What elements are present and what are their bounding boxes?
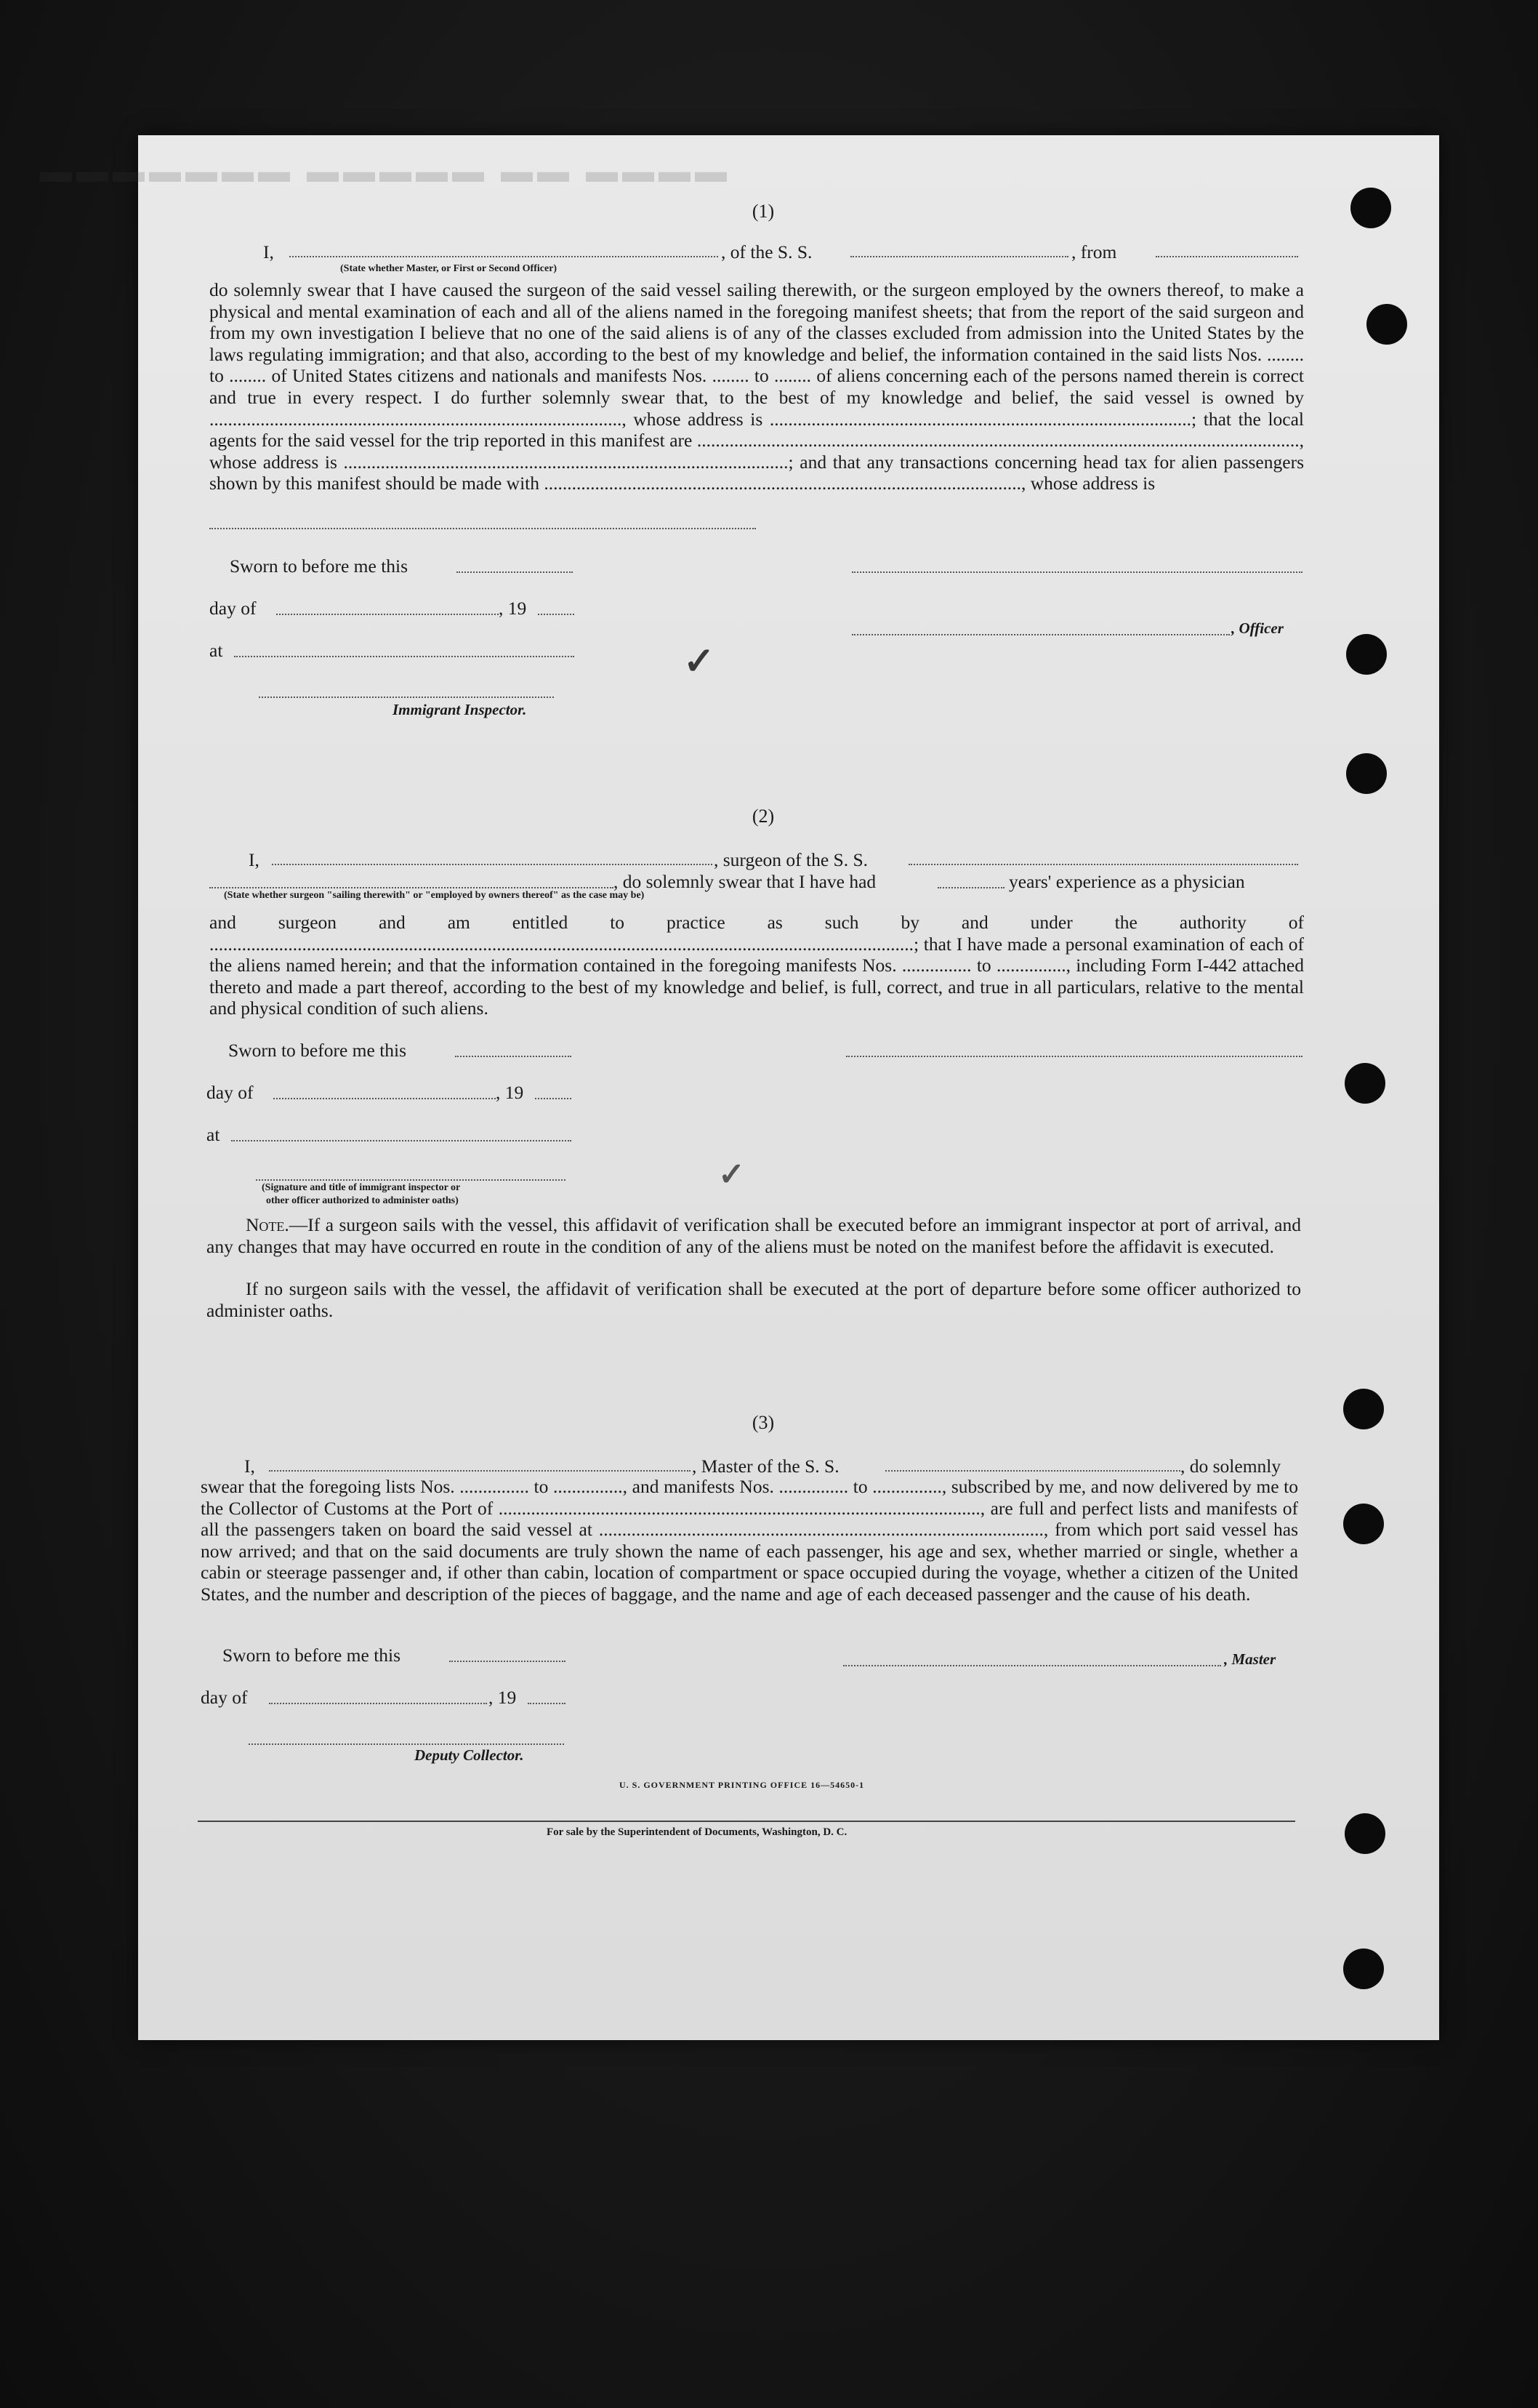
year-label: , 19 bbox=[496, 1082, 524, 1103]
signature-caption-line-1: (Signature and title of immigrant inspector or bbox=[262, 1182, 461, 1193]
surgeon-status-field bbox=[209, 887, 613, 888]
binder-hole bbox=[1346, 634, 1387, 675]
section1-from-label: , from bbox=[1071, 241, 1117, 262]
master-name-field bbox=[269, 1470, 691, 1472]
binder-hole bbox=[1350, 188, 1391, 228]
year-label: , 19 bbox=[488, 1687, 517, 1708]
footer-sale-notice: For sale by the Superintendent of Documents, Washington, D. C. bbox=[547, 1826, 847, 1838]
section2-line1-i: I, bbox=[249, 849, 259, 870]
printer-imprint: U. S. GOVERNMENT PRINTING OFFICE 16—54650-1 bbox=[619, 1780, 865, 1790]
sworn-label: Sworn to before me this bbox=[230, 555, 408, 577]
surgeon-signature-field bbox=[846, 1056, 1303, 1057]
at-label: at bbox=[206, 1124, 220, 1145]
check-mark-icon: ✓ bbox=[718, 1157, 745, 1192]
section-number: (2) bbox=[752, 806, 775, 827]
sworn-day-field bbox=[449, 1661, 565, 1662]
month-field bbox=[269, 1703, 487, 1704]
inspector-label: Immigrant Inspector. bbox=[392, 701, 527, 718]
at-label: at bbox=[209, 640, 223, 661]
month-field bbox=[273, 1098, 496, 1099]
surgeon-vessel-label: , surgeon of the S. S. bbox=[714, 849, 869, 870]
surgeon-note bbox=[206, 1214, 1301, 1257]
at-place-field bbox=[231, 1140, 571, 1141]
master-vessel-label: , Master of the S. S. bbox=[692, 1456, 840, 1477]
vessel-field bbox=[850, 256, 1068, 257]
inspector-signature-field bbox=[256, 1179, 565, 1181]
address-continuation-field bbox=[209, 528, 756, 529]
swear-label: , do solemnly swear that I have had bbox=[613, 871, 877, 892]
binder-hole bbox=[1343, 1389, 1384, 1429]
years-label: years' experience as a physician bbox=[1009, 871, 1245, 892]
officer-label: , Officer bbox=[1231, 619, 1284, 637]
section-number: (3) bbox=[752, 1412, 775, 1433]
years-field bbox=[938, 887, 1004, 888]
note-text: —If a surgeon sails with the vessel, this affidavit of verification shall be executed before an immigrant inspector at port of arrival, and any changes that may have occurred en route in the condition of any of the aliens must be noted on the manifest before the affidavit is executed. bbox=[206, 1214, 1301, 1257]
solemnly-label: , do solemnly bbox=[1180, 1456, 1281, 1477]
no-surgeon-note: If no surgeon sails with the vessel, the affidavit of verification shall be executed at the port of departure before some officer authorized to administer oaths. bbox=[206, 1278, 1301, 1321]
section1-oath-text: do solemnly swear that I have caused the surgeon of the said vessel sailing therewith, or the surgeon employed by the owners thereof, to make a physical and mental examination of each and all of the aliens named in the foregoing manifest sheets; that from the report of the said surgeon and from my own investigation I believe that no one of the said aliens is of any of the classes excluded from admission into the United States by the laws regulating immigration; and that also, according to the best of my knowledge and belief, the information contained in the said lists Nos. ........ to ........ of United States citizens and nationals and manifests Nos. ........ to ........ of aliens concerning each of the persons named therein is correct and true in every respect. I do further solemnly swear that, to the best of my knowledge and belief, the said vessel is owned by ........................................................................................., whose address is ...........................................................................................; that the local agents for the said vessel for the trip reported in this manifest are .................................................................................................................................., whose address is ................................................................................................; and that any transactions concerning head tax for alien passengers shown by this manifest should be made with ......................................................................................................., whose address is bbox=[209, 279, 1304, 494]
footer-rule bbox=[198, 1821, 1295, 1822]
master-label: , Master bbox=[1224, 1650, 1276, 1668]
binder-hole bbox=[1343, 1504, 1384, 1544]
show-through-text: ▬▬▬▬ ▬▬ ▬▬▬▬▬ ▬▬▬▬▬▬▬ bbox=[36, 153, 727, 189]
binder-hole bbox=[1345, 1063, 1385, 1104]
binder-hole bbox=[1345, 1813, 1385, 1854]
officer-signature-field bbox=[852, 571, 1303, 573]
section2-oath-text: and surgeon and am entitled to practice as such by and under the authority of ........................................................................................................................................................; that I have made a personal examination of each of the aliens named herein; and that the information contained in the foregoing manifests Nos. ............... to ..............., including Form I-442 attached thereto and made a part thereof, according to the best of my knowledge and belief, is full, correct, and true in all particulars, relative to the mental and physical condition of such aliens. bbox=[209, 912, 1304, 1019]
sworn-label: Sworn to before me this bbox=[228, 1040, 407, 1061]
day-of-label: day of bbox=[201, 1687, 248, 1708]
master-signature-field bbox=[843, 1665, 1221, 1666]
day-of-label: day of bbox=[209, 598, 257, 619]
section1-line1-i: I, bbox=[263, 241, 274, 262]
master-vessel-field bbox=[885, 1470, 1180, 1472]
sworn-label: Sworn to before me this bbox=[222, 1645, 401, 1666]
sworn-day-field bbox=[455, 1056, 571, 1057]
surgeon-name-field bbox=[272, 864, 712, 865]
section-number: (1) bbox=[752, 201, 775, 222]
month-field bbox=[276, 614, 499, 615]
sworn-day-field bbox=[456, 571, 573, 573]
at-place-field bbox=[234, 656, 574, 657]
note-heading: Note. bbox=[246, 1214, 289, 1235]
year-label: , 19 bbox=[499, 598, 527, 619]
from-field bbox=[1156, 256, 1298, 257]
surgeon-vessel-field bbox=[909, 864, 1298, 865]
day-of-label: day of bbox=[206, 1082, 254, 1103]
name-field bbox=[289, 256, 718, 257]
year-field bbox=[538, 614, 574, 615]
inspector-signature-field bbox=[259, 697, 554, 698]
binder-hole bbox=[1366, 304, 1407, 345]
collector-label: Deputy Collector. bbox=[414, 1746, 524, 1764]
signature-caption-line-2: other officer authorized to administer oaths) bbox=[266, 1195, 459, 1206]
binder-hole bbox=[1346, 753, 1387, 794]
year-field bbox=[528, 1703, 565, 1704]
rank-caption: (State whether Master, or First or Second Officer) bbox=[340, 263, 557, 274]
collector-signature-field bbox=[249, 1743, 564, 1745]
binder-hole bbox=[1343, 1949, 1384, 1989]
check-mark-icon: ✓ bbox=[683, 641, 715, 683]
section1-vessel-label: , of the S. S. bbox=[721, 241, 813, 262]
year-field bbox=[535, 1098, 571, 1099]
officer-name-field bbox=[852, 634, 1230, 635]
section3-line1-i: I, bbox=[244, 1456, 255, 1477]
surgeon-caption: (State whether surgeon "sailing therewith" or "employed by owners thereof" as the case may be) bbox=[224, 890, 645, 901]
section3-oath-text: swear that the foregoing lists Nos. ............... to ..............., and manifests Nos. ............... to ..............., subscribed by me, and now delivered by me to the Collector of Customs at the Port of ........................................................................................................, are full and perfect lists and manifests of all the passengers taken on board the said vessel at ................................................................................................, from which port said vessel has now arrived; and that on the said documents are truly shown the name of each passenger, his age and sex, whether married or single, whether a cabin or steerage passenger and, if other than cabin, location of compartment or space occupied during the voyage, whether a citizen of the United States, and the number and description of the pieces of baggage, and the name and age of each deceased passenger and the cause of his death. bbox=[201, 1476, 1298, 1605]
